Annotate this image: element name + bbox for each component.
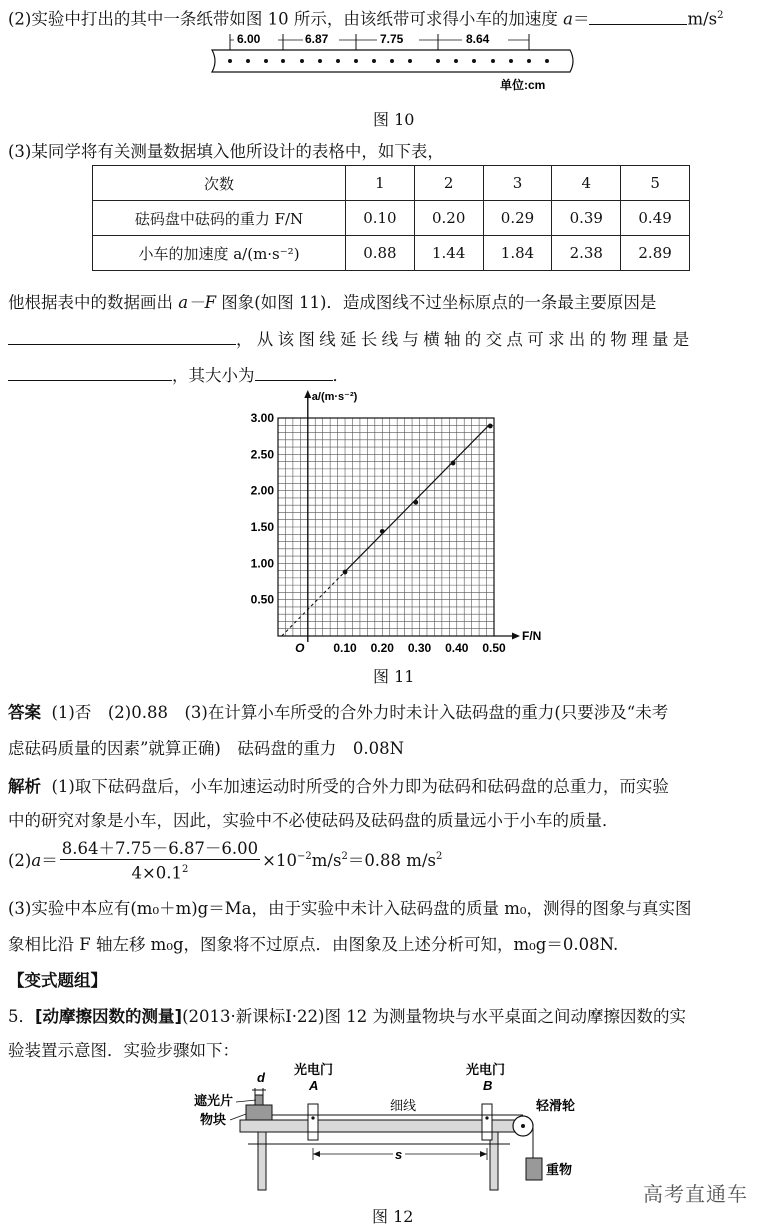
- formula-fraction: [60, 839, 260, 884]
- q5-tag: [动摩擦因数的测量]: [35, 1007, 183, 1026]
- table-cell: 1: [346, 166, 415, 201]
- formula-den-text: 4×0.1: [131, 863, 183, 883]
- question-3-para-2: [8, 328, 694, 351]
- question-5-line-2: 验装置示意图．实验步骤如下：: [8, 1041, 239, 1060]
- table-cell: 0.20: [414, 201, 483, 236]
- table-row: [93, 236, 690, 271]
- block: [246, 1105, 272, 1120]
- x-tick-label: 0.20: [370, 641, 394, 655]
- formula-unit-exp: 2: [341, 851, 348, 862]
- table-top: [240, 1120, 522, 1132]
- label-shade: 遮光片: [194, 1093, 234, 1108]
- q5-num: 5．: [8, 1007, 35, 1026]
- table-cell: 0.88: [346, 236, 415, 271]
- formula-numerator: 8.64＋7.75－6.87－6.00: [61, 838, 259, 858]
- label-a: A: [309, 1078, 319, 1093]
- tape-unit-label: 单位:cm: [500, 78, 546, 92]
- label-gate-2: 光电门: [466, 1062, 506, 1077]
- formula-eq: ＝: [41, 851, 58, 870]
- figure-12-apparatus: [190, 1062, 580, 1192]
- y-tick-label: 0.50: [250, 592, 274, 607]
- figure-11-chart: [236, 388, 556, 656]
- q3-p3-end: ．: [332, 366, 349, 385]
- data-point: [413, 500, 418, 505]
- label-string: 细线: [390, 1098, 417, 1113]
- label-pulley: 轻滑轮: [536, 1098, 576, 1113]
- table-header-cell: 次数: [93, 166, 346, 201]
- y-tick-label: 1.50: [250, 520, 274, 534]
- analysis-line-4: (3)实验中本应有(m₀＋m)g＝Ma，由于实验中未计入砝码盘的质量 m₀，测得的图象与真实图: [8, 899, 692, 918]
- table-row: [93, 201, 690, 236]
- fit-line-extension: [282, 572, 345, 636]
- analysis-line-2: 中的研究对象是小车，因此，实验中不必使砝码及砝码盘的质量远小于小车的质量．: [8, 811, 619, 830]
- question-5-line-1: [8, 1006, 686, 1028]
- data-point: [451, 461, 456, 466]
- formula-result-exp: 2: [435, 851, 443, 862]
- answer-blank-1[interactable]: [589, 8, 687, 25]
- x-tick-label: 0.30: [407, 641, 432, 655]
- q5-text: (2013·新课标Ⅰ·22)图 12 为测量物块与水平桌面之间动摩擦因数的实: [182, 1007, 686, 1026]
- analysis-label: 解析: [8, 777, 41, 796]
- figure-12-caption: 图 12: [372, 1207, 414, 1226]
- tape-segment-2: 6.87: [305, 32, 329, 46]
- formula-prefix: (2): [8, 851, 32, 870]
- table-cell: 1.44: [414, 236, 483, 271]
- table-cell: 2: [414, 166, 483, 201]
- y-axis-label: a/(m·s⁻²): [311, 391, 358, 403]
- question-3-para-1: [8, 292, 656, 314]
- table-header-cell: 小车的加速度 a/(m·s⁻²): [93, 236, 346, 271]
- table-cell: 2.38: [552, 236, 621, 271]
- question-2-line: [8, 5, 724, 31]
- table-cell: 0.49: [621, 201, 690, 236]
- variant-heading: 【变式题组】: [8, 971, 107, 990]
- data-point: [380, 529, 385, 534]
- tape-segment-4: 8.64: [466, 32, 490, 46]
- table-cell: 3: [483, 166, 552, 201]
- formula-tail-exp: −2: [297, 851, 312, 862]
- label-b: B: [483, 1078, 493, 1093]
- table-cell: 5: [621, 166, 690, 201]
- table-cell: 0.39: [552, 201, 621, 236]
- analysis-line-5: 象相比沿 F 轴左移 m₀g，图象将不过原点．由图象及上述分析可知，m₀g＝0.08N.: [8, 935, 619, 954]
- analysis-text-1: (1)取下砝码盘后，小车加速运动时所受的合外力即为砝码和砝码盘的总重力，而实验: [51, 777, 669, 796]
- answer-blank-3[interactable]: [8, 364, 172, 381]
- tape-segment-1: 6.00: [237, 32, 261, 46]
- q3-p1-var: a－F: [178, 293, 217, 312]
- label-s: s: [395, 1147, 403, 1162]
- table-cell: 1.84: [483, 236, 552, 271]
- q2-unit-exp: 2: [717, 10, 724, 21]
- formula-tail: ×10: [262, 851, 297, 870]
- y-tick-label: 2.50: [250, 447, 274, 462]
- y-tick-label: 2.00: [250, 483, 274, 498]
- table-cell: 0.10: [346, 201, 415, 236]
- analysis-line-1: [8, 776, 669, 798]
- formula-result: ＝0.88 m/s: [347, 851, 436, 870]
- watermark: 高考直通车: [643, 1182, 748, 1206]
- answer-label: 答案: [8, 703, 41, 722]
- answer-text-1: (1)否 (2)0.88 (3)在计算小车所受的合外力时未计入砝码盘的重力(只要涉及“未考: [51, 703, 669, 722]
- y-tick-label: 3.00: [250, 411, 274, 425]
- data-point: [343, 570, 348, 575]
- answer-blank-2[interactable]: [8, 328, 236, 345]
- table-cell: 4: [552, 166, 621, 201]
- table-cell: 0.29: [483, 201, 552, 236]
- y-tick-label: 1.00: [250, 556, 274, 571]
- x-tick-label: 0.50: [482, 641, 506, 655]
- question-2-text: (2)实验中打出的其中一条纸带如图 10 所示，由该纸带可求得小车的加速度: [8, 9, 564, 29]
- tape-segment-3: 7.75: [380, 32, 404, 46]
- origin-label: O: [295, 641, 305, 655]
- q3-p1: 他根据表中的数据画出: [8, 293, 179, 312]
- shade-plate: [255, 1095, 263, 1105]
- data-point: [488, 424, 493, 429]
- q2-eq: ＝: [572, 9, 590, 29]
- answer-line-2: 虑砝码质量的因素”就算正确) 砝码盘的重力 0.08N: [8, 739, 405, 758]
- label-d: d: [257, 1070, 265, 1085]
- label-weight: 重物: [546, 1162, 573, 1177]
- q3-p2-rest: ，从该图线延长线与横轴的交点可求出的物理量是: [236, 330, 694, 349]
- table-leg: [258, 1132, 266, 1190]
- table-row: [93, 166, 690, 201]
- q3-p3-rest: ，其大小为: [172, 366, 255, 385]
- label-block: 物块: [200, 1112, 227, 1127]
- q2-unit: m/s: [687, 9, 718, 29]
- q3-p1-rest: 图象(如图 11)．造成图线不过坐标原点的一条最主要原因是: [216, 293, 657, 312]
- table-header-cell: 砝码盘中砝码的重力 F/N: [93, 201, 346, 236]
- figure-10-caption: 图 10: [373, 110, 415, 129]
- formula-unit: m/s: [311, 851, 342, 870]
- formula-den-exp: 2: [182, 863, 189, 875]
- figure-10-tape: [210, 28, 580, 96]
- y-axis-arrow: [304, 390, 311, 398]
- x-tick-label: 0.40: [445, 641, 469, 655]
- table-cell: 2.89: [621, 236, 690, 271]
- weight: [526, 1158, 542, 1180]
- formula-var: a: [31, 851, 42, 870]
- figure-11-caption: 图 11: [373, 667, 415, 686]
- formula-denominator: [60, 860, 260, 884]
- answer-line-1: [8, 702, 668, 724]
- q2-var: a: [563, 9, 573, 29]
- data-table: [92, 165, 690, 271]
- x-axis-label: F/N: [522, 629, 542, 643]
- table-leg: [490, 1132, 498, 1190]
- analysis-formula: [8, 838, 442, 884]
- x-axis-arrow: [512, 633, 520, 640]
- label-gate-1: 光电门: [294, 1062, 334, 1077]
- x-tick-label: 0.10: [333, 641, 357, 655]
- question-3-intro: (3)某同学将有关测量数据填入他所设计的表格中，如下表，: [8, 142, 444, 161]
- question-3-para-3: [8, 364, 349, 387]
- answer-blank-4[interactable]: [255, 364, 333, 381]
